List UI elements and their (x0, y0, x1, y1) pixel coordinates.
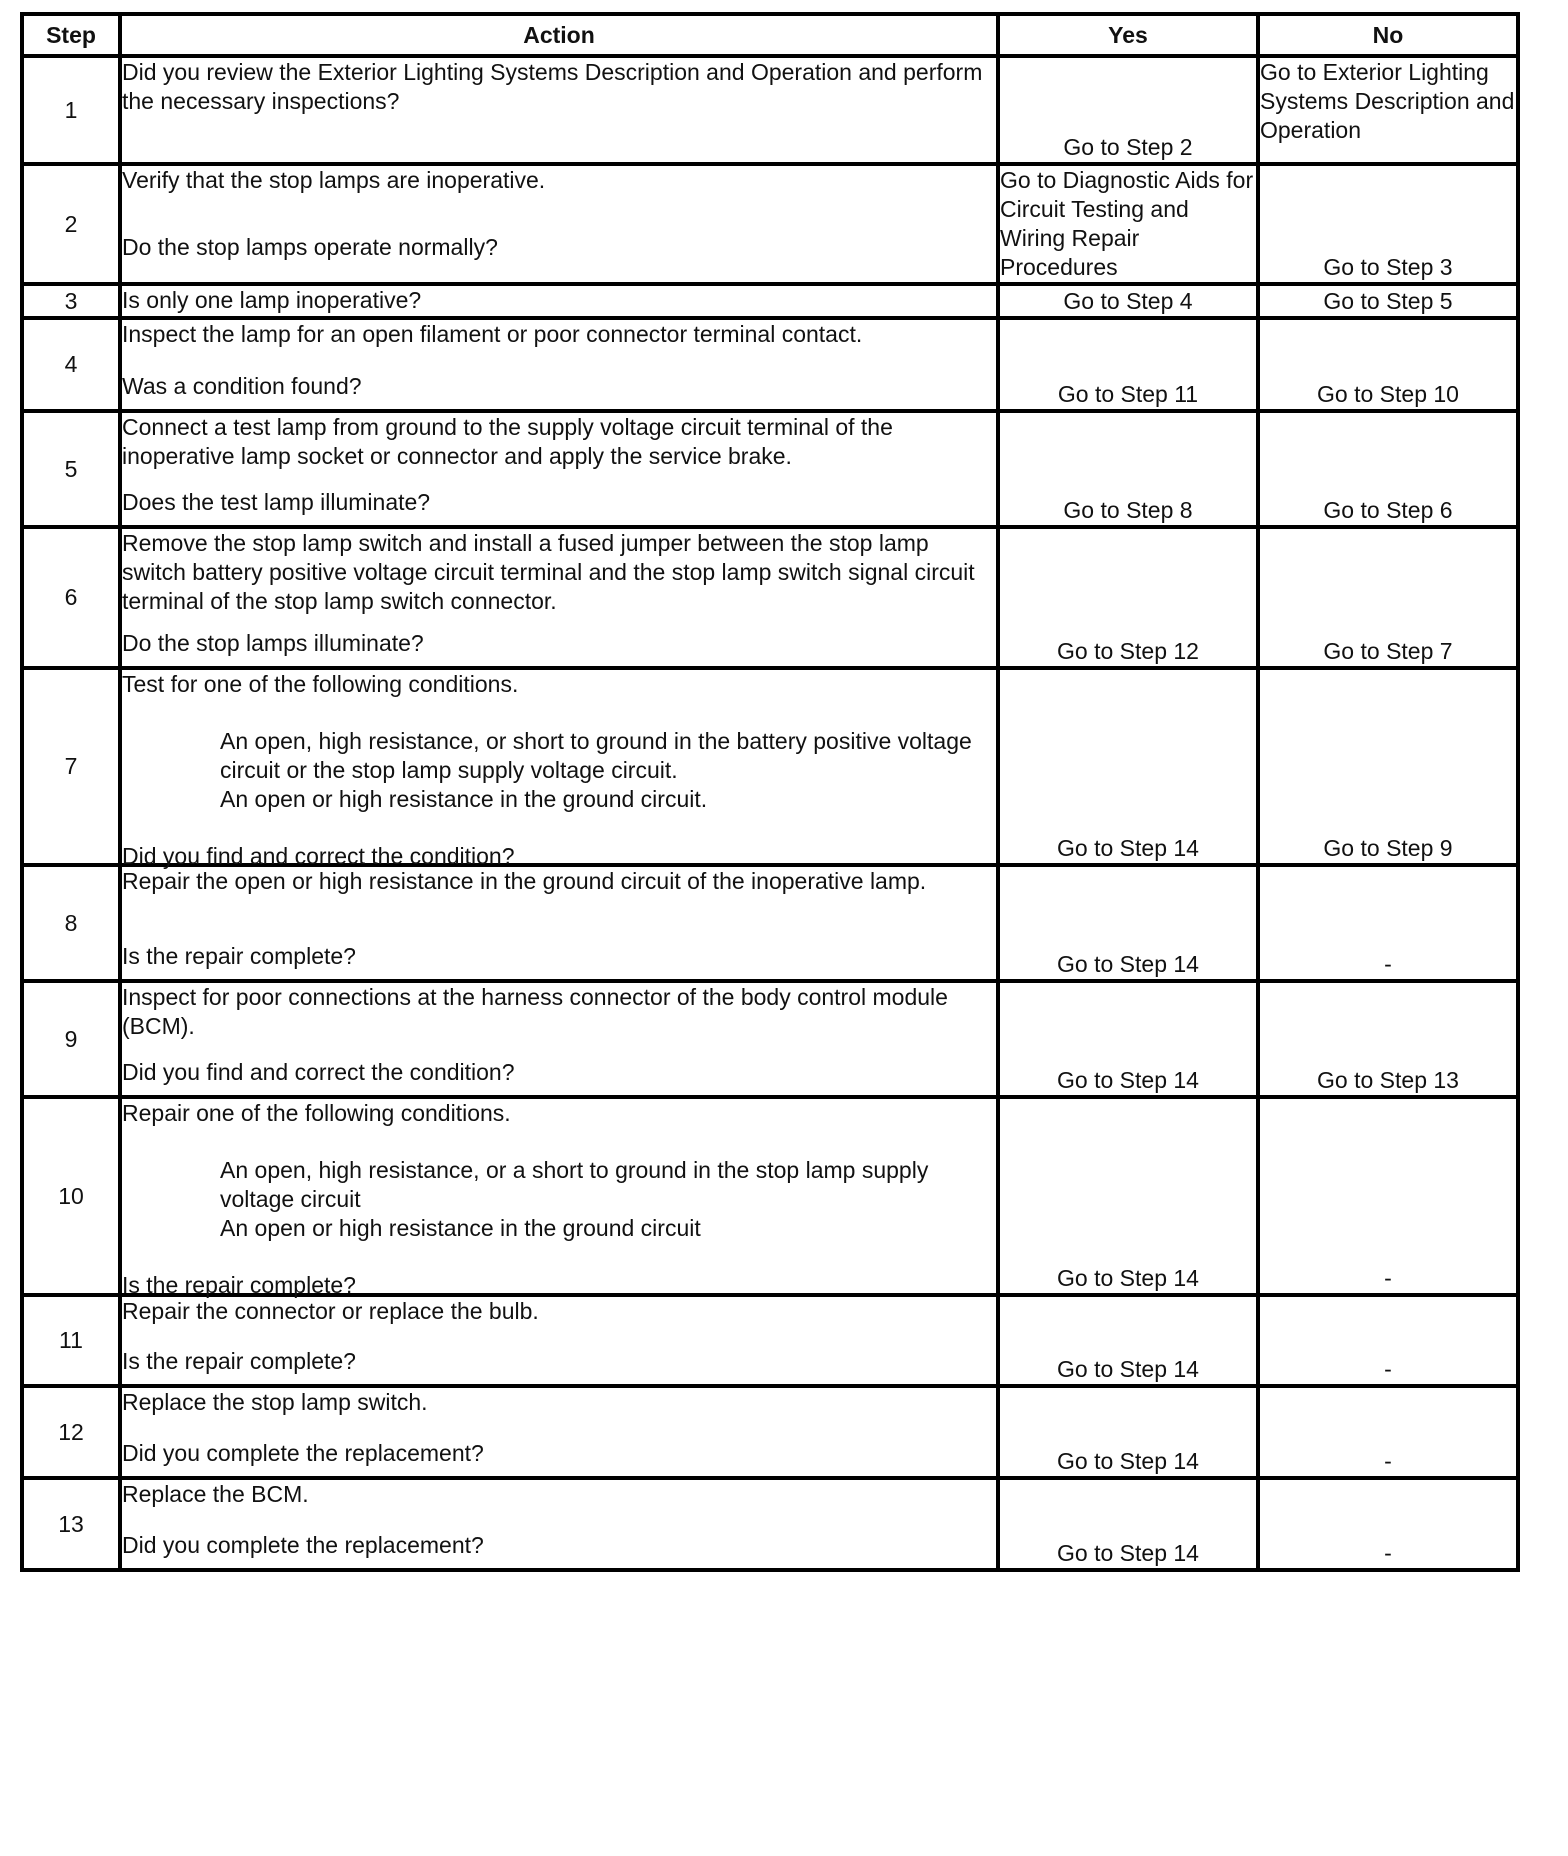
action-cell (120, 981, 998, 1097)
table-row (22, 284, 1518, 318)
table-row (22, 1386, 1518, 1478)
no-result: Go to Step 6 (1258, 411, 1518, 527)
action-text: Connect a test lamp from ground to the supply voltage circuit terminal of the inoperative lamp socket or connector and apply the service brake. (122, 414, 893, 469)
table-row (22, 527, 1518, 668)
table-body (22, 56, 1518, 1570)
header-yes: Yes (998, 14, 1258, 56)
condition-item: An open or high resistance in the ground circuit (220, 1215, 701, 1241)
action-question: Is the repair complete? (122, 943, 356, 969)
action-text: Repair the open or high resistance in the ground circuit of the inoperative lamp. (122, 868, 927, 894)
action-cell (120, 1386, 998, 1478)
table-row (22, 668, 1518, 865)
yes-result: Go to Step 4 (998, 284, 1258, 318)
action-text: Repair the connector or replace the bulb. (122, 1298, 539, 1324)
diagnostic-table (20, 12, 1520, 1572)
no-result: Go to Step 9 (1258, 668, 1518, 865)
yes-result: Go to Step 14 (998, 1478, 1258, 1570)
action-question: Does the test lamp illuminate? (122, 489, 431, 515)
action-cell (120, 668, 998, 869)
diagnostic-table-container (20, 12, 1520, 1572)
header-action: Action (120, 14, 998, 56)
action-text: Verify that the stop lamps are inoperative. (122, 167, 546, 193)
yes-result: Go to Diagnostic Aids for Circuit Testing and Wiring Repair Procedures (998, 164, 1258, 284)
action-question: Did you complete the replacement? (122, 1440, 484, 1466)
table-row (22, 1295, 1518, 1386)
yes-result: Go to Step 14 (998, 981, 1258, 1097)
action-cell (120, 411, 998, 527)
action-text: Replace the stop lamp switch. (122, 1389, 428, 1415)
yes-result: Go to Step 8 (998, 411, 1258, 527)
action-text: Did you review the Exterior Lighting Systems Description and Operation and perform the necessary inspections? (122, 59, 983, 114)
step-number: 7 (22, 668, 120, 865)
action-question: Was a condition found? (122, 373, 362, 399)
action-question: Did you find and correct the condition? (122, 843, 515, 869)
no-result: Go to Exterior Lighting Systems Description and Operation (1258, 56, 1518, 164)
table-row (22, 1097, 1518, 1295)
action-question: Is the repair complete? (122, 1348, 356, 1374)
step-number: 3 (22, 284, 120, 318)
no-result: Go to Step 13 (1258, 981, 1518, 1097)
condition-item: An open, high resistance, or short to ground in the battery positive voltage circuit or the stop lamp supply voltage circuit. (220, 728, 972, 783)
action-question: Did you find and correct the condition? (122, 1059, 515, 1085)
yes-result: Go to Step 14 (998, 865, 1258, 981)
table-row (22, 865, 1518, 981)
yes-result: Go to Step 11 (998, 318, 1258, 411)
action-cell (120, 284, 998, 318)
table-row (22, 411, 1518, 527)
action-text: Inspect the lamp for an open filament or poor connector terminal contact. (122, 321, 863, 347)
table-row (22, 1478, 1518, 1570)
action-cell (120, 865, 998, 981)
no-result: - (1258, 1478, 1518, 1570)
table-row (22, 318, 1518, 411)
step-number: 8 (22, 865, 120, 981)
header-no: No (1258, 14, 1518, 56)
action-text: Test for one of the following conditions. (122, 671, 519, 697)
no-result: - (1258, 865, 1518, 981)
action-cell (120, 56, 998, 164)
yes-result: Go to Step 14 (998, 1295, 1258, 1386)
yes-result: Go to Step 2 (998, 56, 1258, 164)
action-question: Is the repair complete? (122, 1272, 356, 1298)
step-number: 11 (22, 1295, 120, 1386)
yes-result: Go to Step 14 (998, 1097, 1258, 1295)
yes-result: Go to Step 12 (998, 527, 1258, 668)
table-row (22, 164, 1518, 284)
table-row (22, 56, 1518, 164)
table-header-row (22, 14, 1518, 56)
yes-result: Go to Step 14 (998, 1386, 1258, 1478)
action-question: Do the stop lamps illuminate? (122, 630, 424, 656)
step-number: 5 (22, 411, 120, 527)
step-number: 1 (22, 56, 120, 164)
action-text: Inspect for poor connections at the harness connector of the body control module (BCM). (122, 984, 948, 1039)
action-text: Replace the BCM. (122, 1481, 309, 1507)
no-result: Go to Step 3 (1258, 164, 1518, 284)
action-cell (120, 1295, 998, 1386)
condition-item: An open, high resistance, or a short to ground in the stop lamp supply voltage circuit (220, 1157, 929, 1212)
condition-list (220, 727, 996, 814)
no-result: - (1258, 1295, 1518, 1386)
condition-list (220, 1156, 996, 1243)
no-result: Go to Step 5 (1258, 284, 1518, 318)
action-cell (120, 318, 998, 411)
step-number: 13 (22, 1478, 120, 1570)
action-cell (120, 1097, 998, 1298)
action-text: Repair one of the following conditions. (122, 1100, 511, 1126)
header-step: Step (22, 14, 120, 56)
action-text: Is only one lamp inoperative? (122, 287, 422, 313)
action-question: Did you complete the replacement? (122, 1532, 484, 1558)
action-cell (120, 527, 998, 668)
no-result: - (1258, 1386, 1518, 1478)
action-text: Remove the stop lamp switch and install a fused jumper between the stop lamp switch battery positive voltage circuit terminal and the stop lamp switch signal circuit terminal of the stop lamp switch connector. (122, 530, 975, 614)
action-cell (120, 164, 998, 284)
step-number: 6 (22, 527, 120, 668)
step-number: 10 (22, 1097, 120, 1295)
action-question: Do the stop lamps operate normally? (122, 234, 498, 260)
condition-item: An open or high resistance in the ground circuit. (220, 786, 708, 812)
step-number: 2 (22, 164, 120, 284)
no-result: Go to Step 7 (1258, 527, 1518, 668)
no-result: - (1258, 1097, 1518, 1295)
step-number: 4 (22, 318, 120, 411)
no-result: Go to Step 10 (1258, 318, 1518, 411)
step-number: 12 (22, 1386, 120, 1478)
table-row (22, 981, 1518, 1097)
step-number: 9 (22, 981, 120, 1097)
yes-result: Go to Step 14 (998, 668, 1258, 865)
action-cell (120, 1478, 998, 1570)
